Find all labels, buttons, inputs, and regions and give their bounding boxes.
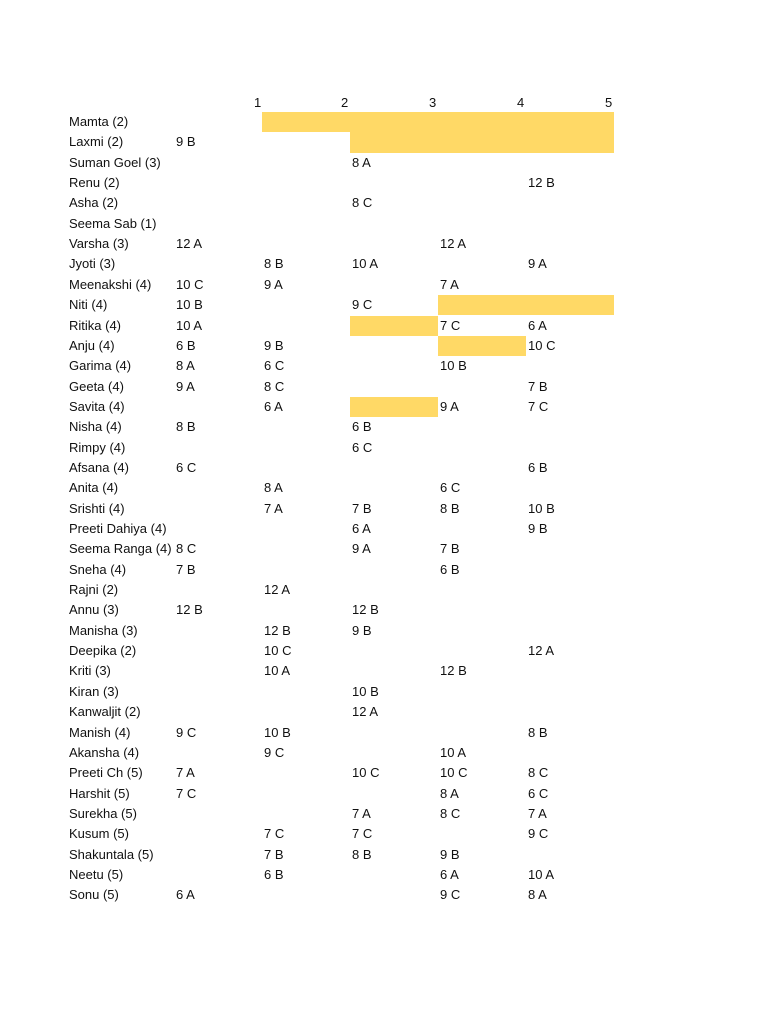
table-row bbox=[0, 804, 768, 824]
class-cell-period-0: 12 B bbox=[176, 602, 203, 618]
table-row bbox=[0, 458, 768, 478]
period-header-4: 4 bbox=[517, 95, 525, 110]
class-cell-period-1: 9 B bbox=[264, 337, 284, 353]
class-cell-period-4: 7 B bbox=[528, 378, 548, 394]
class-cell-period-0: 9 C bbox=[176, 724, 197, 740]
class-cell-period-1: 7 A bbox=[264, 500, 283, 516]
teacher-name: Kiran (3) bbox=[69, 683, 119, 699]
class-cell-period-4: 8 A bbox=[528, 887, 547, 903]
table-row bbox=[0, 193, 768, 213]
table-row bbox=[0, 723, 768, 743]
table-row bbox=[0, 702, 768, 722]
table-row bbox=[0, 438, 768, 458]
teacher-name: Suman Goel (3) bbox=[69, 154, 161, 170]
class-cell-period-4: 12 A bbox=[528, 643, 555, 659]
class-cell-period-3: 10 B bbox=[440, 358, 467, 374]
table-row bbox=[0, 560, 768, 580]
class-cell-period-2: 10 A bbox=[352, 256, 379, 272]
class-cell-period-3: 8 A bbox=[440, 785, 459, 801]
class-cell-period-0: 7 C bbox=[176, 785, 197, 801]
teacher-name: Manish (4) bbox=[69, 724, 131, 740]
class-cell-period-4: 6 A bbox=[528, 317, 547, 333]
table-row bbox=[0, 214, 768, 234]
teacher-name: Sonu (5) bbox=[69, 887, 119, 903]
class-cell-period-0: 8 B bbox=[176, 419, 196, 435]
class-cell-period-1: 8 C bbox=[264, 378, 285, 394]
class-cell-period-2: 9 A bbox=[352, 541, 371, 557]
class-cell-period-2: 8 A bbox=[352, 154, 371, 170]
teacher-name: Nisha (4) bbox=[69, 419, 122, 435]
class-cell-period-3: 8 C bbox=[440, 805, 461, 821]
class-cell-period-2: 9 B bbox=[352, 622, 372, 638]
teacher-name: Anita (4) bbox=[69, 480, 119, 496]
class-cell-period-3: 10 A bbox=[440, 744, 467, 760]
class-cell-period-2: 8 C bbox=[352, 195, 373, 211]
class-cell-period-0: 8 A bbox=[176, 358, 195, 374]
class-cell-period-0: 7 B bbox=[176, 561, 196, 577]
class-cell-period-3: 12 A bbox=[440, 236, 467, 252]
table-row bbox=[0, 132, 768, 152]
teacher-name: Mamta (2) bbox=[69, 114, 129, 129]
period-header-1: 1 bbox=[254, 95, 262, 110]
teacher-name: Geeta (4) bbox=[69, 378, 124, 394]
table-row bbox=[0, 580, 768, 600]
table-row bbox=[0, 784, 768, 804]
table-row bbox=[0, 865, 768, 885]
class-cell-period-1: 10 A bbox=[264, 663, 291, 679]
class-cell-period-3: 9 A bbox=[440, 398, 459, 414]
class-cell-period-0: 9 A bbox=[176, 378, 195, 394]
class-cell-period-3: 7 C bbox=[440, 317, 461, 333]
class-cell-period-1: 8 B bbox=[264, 256, 284, 272]
class-cell-period-1: 12 A bbox=[264, 582, 291, 598]
class-cell-period-4: 9 C bbox=[528, 826, 549, 842]
period-header-5: 5 bbox=[605, 95, 613, 110]
table-row bbox=[0, 743, 768, 763]
table-row bbox=[0, 763, 768, 783]
class-cell-period-4: 8 C bbox=[528, 765, 549, 781]
table-row bbox=[0, 845, 768, 865]
teacher-name: Garima (4) bbox=[69, 358, 132, 374]
table-row bbox=[0, 539, 768, 559]
table-row bbox=[0, 316, 768, 336]
class-cell-period-4: 10 C bbox=[528, 337, 556, 353]
table-row bbox=[0, 641, 768, 661]
table-row bbox=[0, 885, 768, 905]
table-row bbox=[0, 356, 768, 376]
class-cell-period-0: 6 B bbox=[176, 337, 196, 353]
class-cell-period-0: 10 C bbox=[176, 276, 204, 292]
teacher-name: Kusum (5) bbox=[69, 826, 129, 842]
class-cell-period-0: 7 A bbox=[176, 765, 195, 781]
teacher-name: Rajni (2) bbox=[69, 582, 119, 598]
table-row bbox=[0, 417, 768, 437]
class-cell-period-1: 8 A bbox=[264, 480, 283, 496]
teacher-name: Sneha (4) bbox=[69, 561, 127, 577]
class-cell-period-1: 9 A bbox=[264, 276, 283, 292]
teacher-name: Seema Ranga (4) bbox=[69, 541, 172, 557]
class-cell-period-4: 8 B bbox=[528, 724, 548, 740]
class-cell-period-4: 9 A bbox=[528, 256, 547, 272]
teacher-name: Afsana (4) bbox=[69, 459, 129, 475]
teacher-name: Renu (2) bbox=[69, 175, 120, 191]
class-cell-period-2: 7 A bbox=[352, 805, 371, 821]
teacher-name: Shakuntala (5) bbox=[69, 846, 154, 862]
teacher-name: Asha (2) bbox=[69, 195, 119, 211]
table-row bbox=[0, 661, 768, 681]
table-row bbox=[0, 336, 768, 356]
class-cell-period-1: 6 B bbox=[264, 866, 284, 882]
class-cell-period-3: 9 C bbox=[440, 887, 461, 903]
class-cell-period-1: 12 B bbox=[264, 622, 291, 638]
teacher-name: Annu (3) bbox=[69, 602, 119, 618]
class-cell-period-2: 10 C bbox=[352, 765, 380, 781]
teacher-name: Anju (4) bbox=[69, 337, 115, 353]
teacher-name: Varsha (3) bbox=[69, 236, 129, 252]
table-row bbox=[0, 254, 768, 274]
class-cell-period-2: 7 B bbox=[352, 500, 372, 516]
class-cell-period-0: 6 C bbox=[176, 459, 197, 475]
class-cell-period-3: 7 A bbox=[440, 276, 459, 292]
teacher-name: Harshit (5) bbox=[69, 785, 130, 801]
class-cell-period-3: 12 B bbox=[440, 663, 467, 679]
table-row bbox=[0, 499, 768, 519]
class-cell-period-2: 6 A bbox=[352, 521, 371, 536]
class-cell-period-2: 8 B bbox=[352, 846, 372, 862]
teacher-name: Savita (4) bbox=[69, 398, 125, 414]
class-cell-period-4: 6 C bbox=[528, 785, 549, 801]
teacher-name: Jyoti (3) bbox=[69, 256, 116, 272]
class-cell-period-2: 12 B bbox=[352, 602, 379, 618]
table-row bbox=[0, 234, 768, 254]
class-cell-period-1: 9 C bbox=[264, 744, 285, 760]
class-cell-period-2: 6 C bbox=[352, 439, 373, 455]
teacher-name: Srishti (4) bbox=[69, 500, 125, 516]
class-cell-period-1: 10 B bbox=[264, 724, 291, 740]
teacher-name: Surekha (5) bbox=[69, 805, 137, 821]
period-header-3: 3 bbox=[429, 95, 437, 110]
table-row bbox=[0, 478, 768, 498]
teacher-name: Kanwaljit (2) bbox=[69, 704, 141, 720]
class-cell-period-1: 10 C bbox=[264, 643, 292, 659]
teacher-name: Rimpy (4) bbox=[69, 439, 126, 455]
class-cell-period-3: 9 B bbox=[440, 846, 460, 862]
teacher-name: Akansha (4) bbox=[69, 744, 140, 760]
table-row bbox=[0, 600, 768, 620]
class-cell-period-4: 10 A bbox=[528, 866, 555, 882]
class-cell-period-3: 6 B bbox=[440, 561, 460, 577]
class-cell-period-1: 7 B bbox=[264, 846, 284, 862]
teacher-name: Manisha (3) bbox=[69, 622, 138, 638]
class-cell-period-2: 12 A bbox=[352, 704, 379, 720]
table-row bbox=[0, 112, 768, 132]
teacher-name: Laxmi (2) bbox=[69, 134, 124, 150]
class-cell-period-0: 6 A bbox=[176, 887, 195, 903]
class-cell-period-2: 10 B bbox=[352, 683, 379, 699]
class-cell-period-0: 12 A bbox=[176, 236, 203, 252]
table-row bbox=[0, 682, 768, 702]
class-cell-period-1: 6 A bbox=[264, 398, 283, 414]
class-cell-period-0: 10 B bbox=[176, 297, 203, 313]
class-cell-period-3: 7 B bbox=[440, 541, 460, 557]
table-row bbox=[0, 519, 768, 539]
table-row bbox=[0, 275, 768, 295]
class-cell-period-0: 8 C bbox=[176, 541, 197, 557]
class-cell-period-3: 8 B bbox=[440, 500, 460, 516]
class-cell-period-4: 6 B bbox=[528, 459, 548, 475]
class-cell-period-1: 7 C bbox=[264, 826, 285, 842]
period-header-2: 2 bbox=[341, 95, 349, 110]
table-row bbox=[0, 295, 768, 315]
class-cell-period-2: 9 C bbox=[352, 297, 373, 313]
table-row bbox=[0, 621, 768, 641]
teacher-name: Preeti Dahiya (4) bbox=[69, 521, 167, 536]
table-row bbox=[0, 397, 768, 417]
table-row bbox=[0, 824, 768, 844]
teacher-name: Deepika (2) bbox=[69, 643, 137, 659]
teacher-name: Meenakshi (4) bbox=[69, 276, 152, 292]
class-cell-period-3: 10 C bbox=[440, 765, 468, 781]
class-cell-period-4: 10 B bbox=[528, 500, 555, 516]
teacher-name: Seema Sab (1) bbox=[69, 215, 157, 231]
class-cell-period-2: 6 B bbox=[352, 419, 372, 435]
table-row bbox=[0, 377, 768, 397]
teacher-name: Ritika (4) bbox=[69, 317, 122, 333]
class-cell-period-3: 6 C bbox=[440, 480, 461, 496]
class-cell-period-0: 9 B bbox=[176, 134, 196, 150]
teacher-name: Preeti Ch (5) bbox=[69, 765, 143, 781]
class-cell-period-4: 7 C bbox=[528, 398, 549, 414]
class-cell-period-1: 6 C bbox=[264, 358, 285, 374]
table-row bbox=[0, 153, 768, 173]
table-row bbox=[0, 173, 768, 193]
class-cell-period-2: 7 C bbox=[352, 826, 373, 842]
teacher-name: Neetu (5) bbox=[69, 866, 124, 882]
class-cell-period-4: 7 A bbox=[528, 805, 547, 821]
class-cell-period-4: 12 B bbox=[528, 175, 555, 191]
class-cell-period-3: 6 A bbox=[440, 866, 459, 882]
teacher-name: Niti (4) bbox=[69, 297, 108, 313]
class-cell-period-4: 9 B bbox=[528, 521, 548, 536]
teacher-name: Kriti (3) bbox=[69, 663, 111, 679]
class-cell-period-0: 10 A bbox=[176, 317, 203, 333]
